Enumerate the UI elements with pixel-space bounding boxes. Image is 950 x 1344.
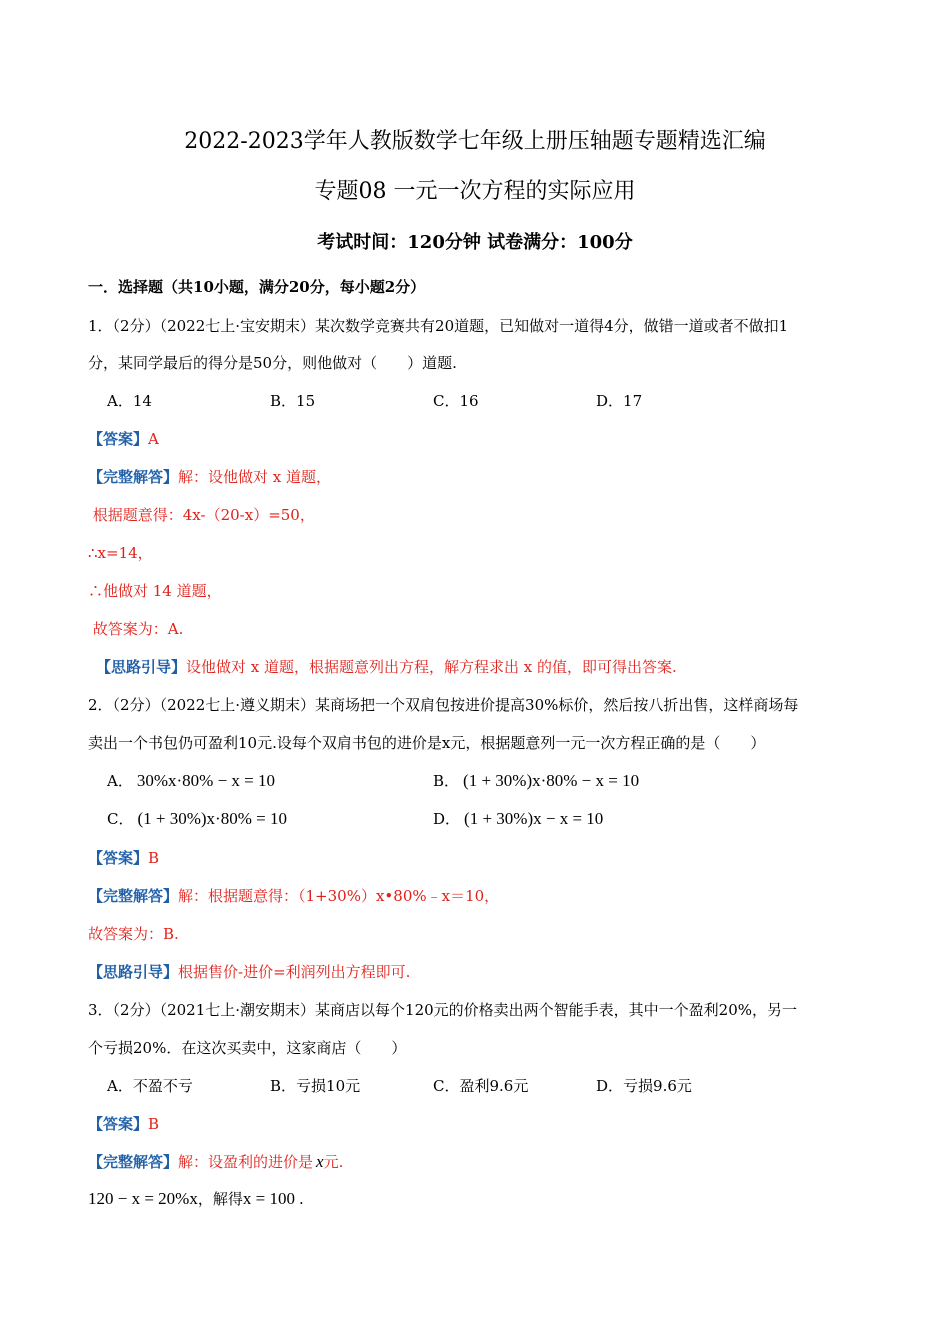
q1-option-b: B．15 bbox=[270, 392, 316, 410]
q3-line-1: 3．（2分）（2021七上·潮安期末）某商店以每个120元的价格卖出两个智能手表，其中一个盈利20%，另一 bbox=[88, 1001, 798, 1019]
q3-option-d: D．亏损9.6元 bbox=[596, 1077, 692, 1095]
q3-answer-label: 【答案】 bbox=[88, 1115, 149, 1133]
q2-option-a-formula: 30%x·80% − x = 10 bbox=[136, 771, 276, 790]
q1-hint bbox=[96, 656, 677, 677]
section-heading: 一．选择题（共10小题，满分20分，每小题2分） bbox=[88, 278, 426, 296]
q1-solution-line-2: 根据题意得：4x-（20-x）=50， bbox=[88, 506, 315, 524]
q2-option-c-formula: (1 + 30%)x·80% = 10 bbox=[137, 809, 287, 828]
q1-option-a: A．14 bbox=[107, 392, 152, 410]
q2-option-c bbox=[107, 808, 287, 829]
q3-answer-value: B bbox=[148, 1115, 160, 1133]
q1-option-d: D．17 bbox=[596, 392, 643, 410]
q2-hint-label: 【思路引导】 bbox=[88, 963, 179, 981]
q2-solution-line-2: 故答案为：B. bbox=[88, 925, 179, 943]
q2-solution-line-1: 解：根据题意得：（1+30%）x•80%﹣x＝10， bbox=[178, 887, 500, 905]
q1-hint-label: 【思路引导】 bbox=[96, 658, 187, 676]
q3-final-result: x = 100 bbox=[242, 1189, 295, 1208]
q2-option-b-formula: (1 + 30%)x·80% − x = 10 bbox=[463, 771, 640, 790]
q2-option-d bbox=[433, 808, 603, 829]
q3-final-formula: 120 − x = 20%x bbox=[88, 1189, 198, 1208]
q2-line-1: 2．（2分）（2022七上·遵义期末）某商场把一个双肩包按进价提高30%标价，然后按八折出售，这样商场每 bbox=[88, 696, 799, 714]
q3-option-a: A．不盈不亏 bbox=[107, 1077, 193, 1095]
document-subtitle: 专题08 一元一次方程的实际应用 bbox=[314, 179, 636, 204]
q3-option-c: C．盈利9.6元 bbox=[433, 1077, 529, 1095]
q1-solution-label: 【完整解答】 bbox=[88, 468, 179, 486]
q2-option-a-letter: A． bbox=[107, 772, 133, 790]
exam-info: 考试时间：120分钟 试卷满分：100分 bbox=[317, 232, 633, 253]
q1-solution-line-5: 故答案为：A. bbox=[88, 620, 184, 638]
document-title: 2022-2023学年人教版数学七年级上册压轴题专题精选汇编 bbox=[184, 129, 766, 154]
q3-answer bbox=[88, 1113, 159, 1134]
q2-option-a bbox=[107, 770, 275, 791]
q1-solution-line-3: ∴x=14， bbox=[88, 544, 153, 562]
q2-solution bbox=[88, 885, 499, 906]
q3-final-mid: ，解得 bbox=[197, 1190, 243, 1208]
q3-option-b: B．亏损10元 bbox=[270, 1077, 361, 1095]
q1-solution-line-4: ∴他做对 14 道题， bbox=[88, 582, 222, 600]
q1-hint-text: 设他做对 x 道题，根据题意列出方程，解方程求出 x 的值，即可得出答案. bbox=[186, 658, 677, 676]
q1-option-c: C．16 bbox=[433, 392, 479, 410]
q1-line-2: 分，某同学最后的得分是50分，则他做对（ ）道题. bbox=[88, 354, 457, 372]
q1-answer-label: 【答案】 bbox=[88, 430, 149, 448]
q1-solution-line-1: 解：设他做对 x 道题， bbox=[178, 468, 332, 486]
q2-hint-text: 根据售价-进价=利润列出方程即可. bbox=[178, 963, 411, 981]
q3-line-2: 个亏损20%．在这次买卖中，这家商店（ ） bbox=[88, 1039, 407, 1057]
q1-answer bbox=[88, 428, 159, 449]
q2-answer bbox=[88, 847, 159, 868]
q3-solution-unit: 元. bbox=[323, 1153, 344, 1171]
q2-solution-label: 【完整解答】 bbox=[88, 887, 179, 905]
q2-answer-value: B bbox=[148, 849, 160, 867]
q2-option-c-letter: C． bbox=[107, 810, 134, 828]
q1-solution bbox=[88, 466, 331, 487]
q2-option-d-formula: (1 + 30%)x − x = 10 bbox=[464, 809, 604, 828]
q2-answer-label: 【答案】 bbox=[88, 849, 149, 867]
q3-solution-text: 解：设盈利的进价是 bbox=[178, 1153, 314, 1171]
q1-answer-value: A bbox=[148, 430, 159, 448]
q3-solution-var: x bbox=[316, 1152, 324, 1171]
q3-solution-label: 【完整解答】 bbox=[88, 1153, 179, 1171]
q2-option-b-letter: B． bbox=[433, 772, 460, 790]
q2-hint bbox=[88, 961, 410, 982]
q3-solution bbox=[88, 1151, 343, 1172]
q2-option-d-letter: D． bbox=[433, 810, 461, 828]
q3-final-end: . bbox=[298, 1190, 304, 1208]
q2-option-b bbox=[433, 770, 639, 791]
q1-line-1: 1．（2分）（2022七上·宝安期末）某次数学竞赛共有20道题，已知做对一道得4分，做错一道或者不做扣1 bbox=[88, 317, 789, 335]
q3-final-equation bbox=[88, 1188, 304, 1209]
q2-line-2: 卖出一个书包仍可盈利10元.设每个双肩书包的进价是x元，根据题意列一元一次方程正确的是（ ） bbox=[88, 734, 766, 752]
